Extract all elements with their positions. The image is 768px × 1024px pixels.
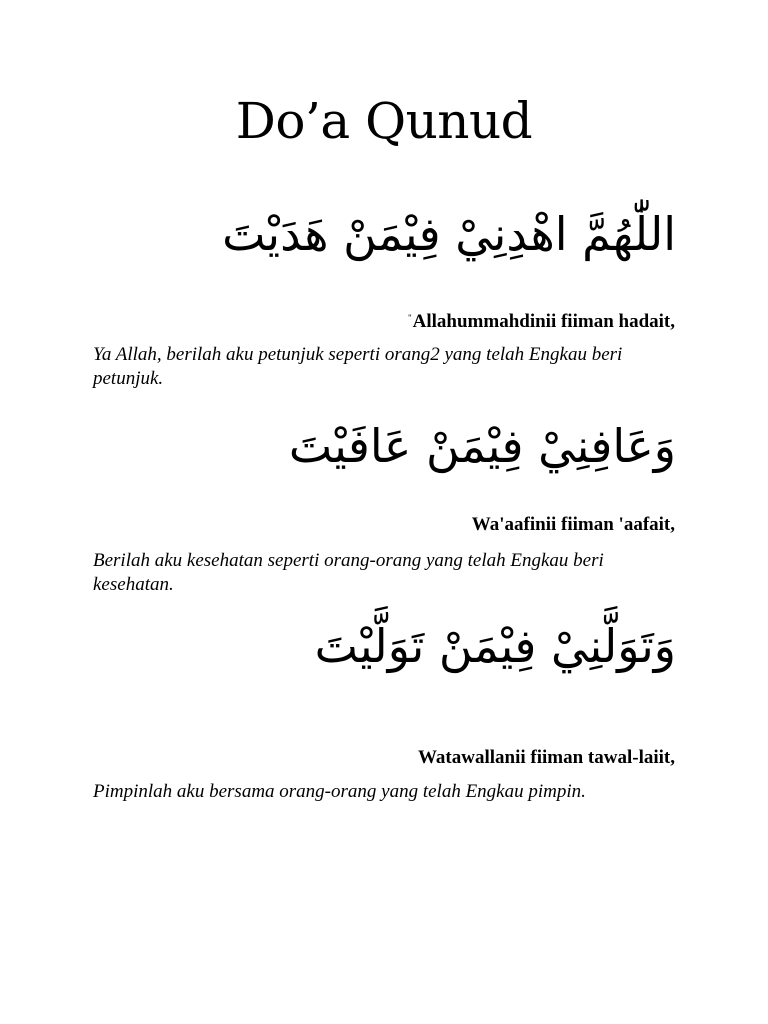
transliteration-3: Watawallanii fiiman tawal-laiit, — [417, 747, 675, 768]
transliteration-1 — [408, 311, 675, 333]
meaning-1: Ya Allah, berilah aku petunjuk seperti orang2 yang telah Engkau beri petunjuk. — [93, 344, 623, 389]
arabic-verse-3: وَتَوَلَّنِيْ فِيْمَنْ تَوَلَّيْتَ — [314, 619, 676, 673]
meaning-3: Pimpinlah aku bersama orang-orang yang telah Engkau pimpin. — [93, 781, 586, 802]
quote-mark: " — [407, 313, 412, 323]
meaning-2: Berilah aku kesehatan seperti orang-orang yang telah Engkau beri kesehatan. — [93, 550, 604, 595]
transliteration-1-text: Allahummahdinii fiiman hadait, — [412, 311, 675, 332]
page-title: Do’a Qunud — [235, 92, 533, 150]
transliteration-2: Wa'aafinii fiiman 'aafait, — [471, 514, 675, 535]
arabic-verse-1: اللّٰهُمَّ اهْدِنِيْ فِيْمَنْ هَدَيْتَ — [222, 207, 676, 261]
arabic-verse-2: وَعَافِنِيْ فِيْمَنْ عَافَيْتَ — [288, 419, 676, 473]
